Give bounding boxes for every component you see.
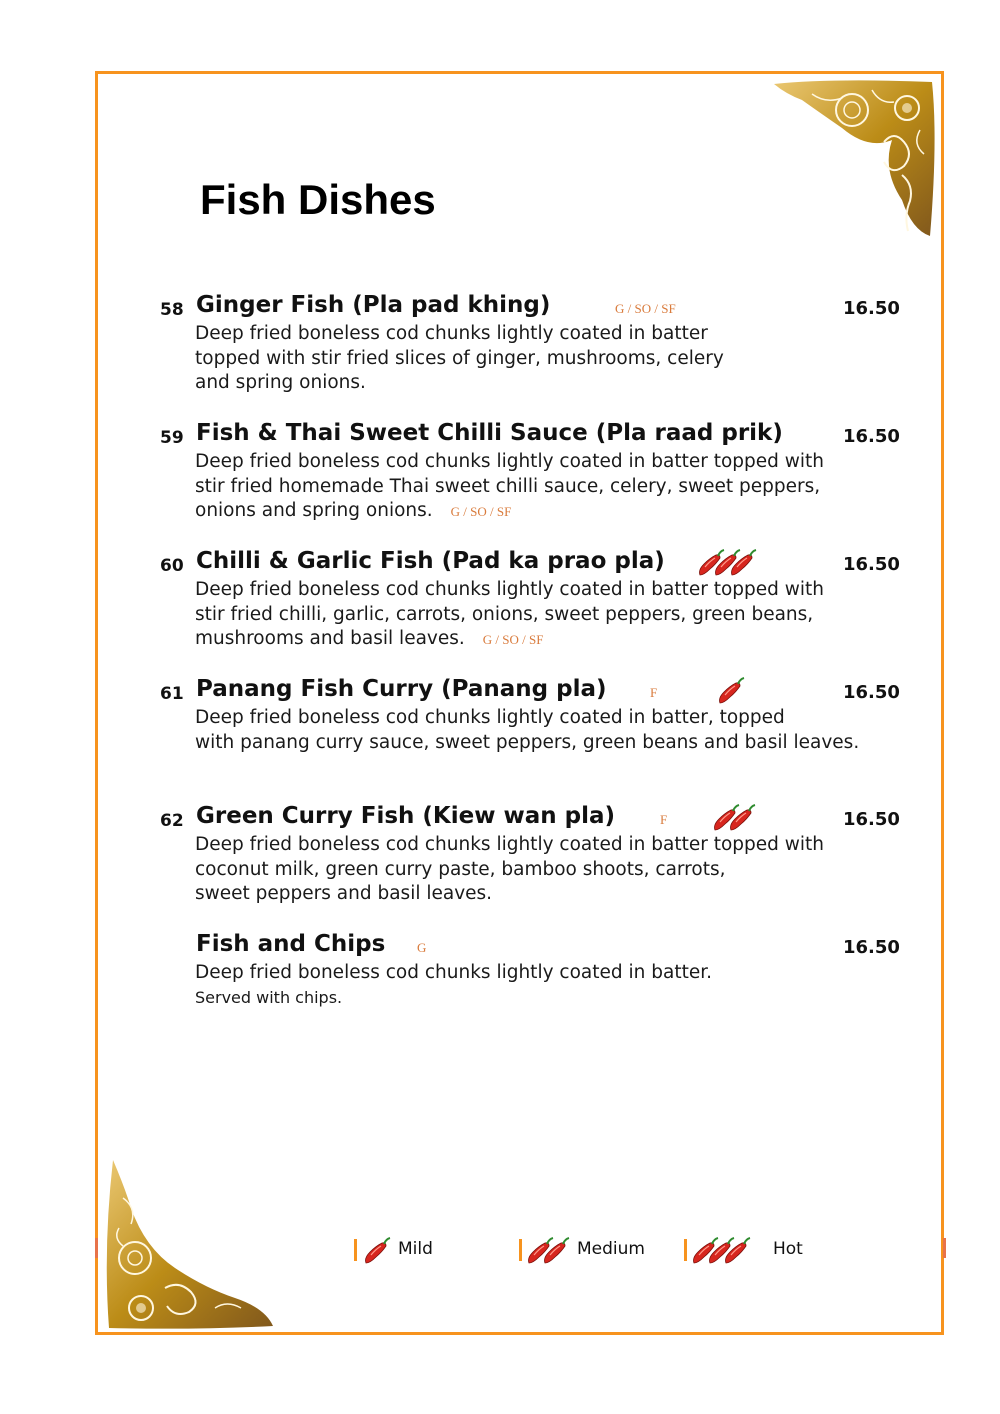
menu-item-header	[160, 803, 920, 833]
legend-label: Hot	[773, 1239, 803, 1259]
item-name: Green Curry Fish (Kiew wan pla)	[196, 803, 616, 829]
chilli-icon	[366, 1238, 391, 1263]
ornament-corner-bottom-left	[105, 1158, 275, 1330]
description-line: with panang curry sauce, sweet peppers, green beans and basil leaves.	[195, 731, 860, 753]
description-line: Deep fried boneless cod chunks lightly coated in batter topped with	[195, 451, 825, 472]
item-number: 62	[160, 811, 184, 831]
item-description	[195, 706, 920, 755]
item-spice-level	[711, 803, 757, 833]
description-line: sweet peppers and basil leaves.	[195, 883, 493, 904]
ornament-corner-top-right	[772, 80, 936, 240]
legend-bar	[684, 1239, 687, 1261]
legend-chillis	[525, 1236, 571, 1270]
item-description	[195, 450, 920, 525]
description-line: Deep fried boneless cod chunks lightly coated in batter	[195, 323, 708, 344]
description-line: onions and spring onions. G / SO / SF	[195, 500, 512, 521]
description-line: stir fried chilli, garlic, carrots, onions, sweet peppers, green beans,	[195, 603, 814, 625]
description-line: topped with stir fried slices of ginger, mushrooms, celery	[195, 347, 724, 369]
menu-item-header	[160, 676, 920, 706]
description-line: Served with chips.	[195, 987, 343, 1007]
item-number: 61	[160, 684, 184, 704]
menu-item	[160, 292, 920, 396]
item-name: Ginger Fish (Pla pad khing)	[196, 292, 551, 318]
description-line: Deep fried boneless cod chunks lightly coated in batter topped with	[195, 834, 825, 855]
description-line: Deep fried boneless cod chunks lightly coated in batter, topped	[195, 707, 785, 728]
legend-label: Medium	[577, 1239, 645, 1259]
menu-item-header	[160, 548, 920, 578]
chilli-icon-group	[362, 1236, 392, 1266]
page-title: Fish Dishes	[200, 176, 436, 223]
chilli-icon-group	[525, 1236, 571, 1266]
item-spice-level	[716, 676, 746, 706]
description-line: and spring onions.	[195, 372, 366, 393]
legend-bar	[519, 1239, 522, 1261]
item-price: 16.50	[843, 937, 900, 958]
item-name: Chilli & Garlic Fish (Pad ka prao pla)	[196, 548, 665, 574]
description-line: coconut milk, green curry paste, bamboo shoots, carrots,	[195, 858, 726, 880]
legend-chillis	[690, 1236, 752, 1270]
item-allergens: G / SO / SF	[450, 504, 512, 519]
menu-item	[160, 676, 920, 755]
item-allergens: F	[650, 685, 658, 700]
item-number: 59	[160, 428, 184, 448]
item-allergens: G / SO / SF	[615, 301, 676, 316]
menu-item	[160, 803, 920, 907]
chilli-icon-group	[711, 803, 757, 833]
menu-item-header	[160, 292, 920, 322]
legend-label: Mild	[398, 1239, 433, 1259]
item-number: 60	[160, 556, 184, 576]
menu-item-header	[160, 931, 920, 961]
item-allergens: F	[660, 812, 668, 827]
item-price: 16.50	[843, 809, 900, 830]
description-line: mushrooms and basil leaves. G / SO / SF	[195, 628, 544, 649]
item-name: Fish and Chips	[196, 931, 386, 957]
menu-item	[160, 420, 920, 525]
item-allergens: G	[417, 940, 427, 955]
description-line: Deep fried boneless cod chunks lightly coated in batter.	[195, 962, 712, 983]
description-line: stir fried homemade Thai sweet chilli sauce, celery, sweet peppers,	[195, 475, 821, 497]
menu-item	[160, 931, 920, 1010]
item-name: Panang Fish Curry (Panang pla)	[196, 676, 607, 702]
item-price: 16.50	[843, 682, 900, 703]
item-number: 58	[160, 300, 184, 320]
item-description	[195, 322, 920, 396]
chilli-icon-group	[690, 1236, 752, 1266]
item-price: 16.50	[843, 298, 900, 319]
chilli-icon-group	[716, 676, 746, 706]
item-description	[195, 833, 920, 907]
item-allergens: G / SO / SF	[482, 632, 544, 647]
item-description	[195, 961, 920, 1010]
menu-item	[160, 548, 920, 653]
legend-edge-mark-left	[95, 1238, 98, 1258]
menu-item-header	[160, 420, 920, 450]
item-price: 16.50	[843, 426, 900, 447]
legend-chillis	[362, 1236, 392, 1270]
legend-bar	[354, 1239, 357, 1261]
item-name: Fish & Thai Sweet Chilli Sauce (Pla raad prik)	[196, 420, 783, 446]
item-price: 16.50	[843, 554, 900, 575]
chilli-icon-group	[696, 548, 758, 578]
chilli-icon	[720, 678, 745, 703]
description-line: Deep fried boneless cod chunks lightly coated in batter topped with	[195, 579, 825, 600]
item-spice-level	[696, 548, 758, 578]
item-description	[195, 578, 920, 653]
legend-edge-mark-right	[943, 1238, 946, 1258]
